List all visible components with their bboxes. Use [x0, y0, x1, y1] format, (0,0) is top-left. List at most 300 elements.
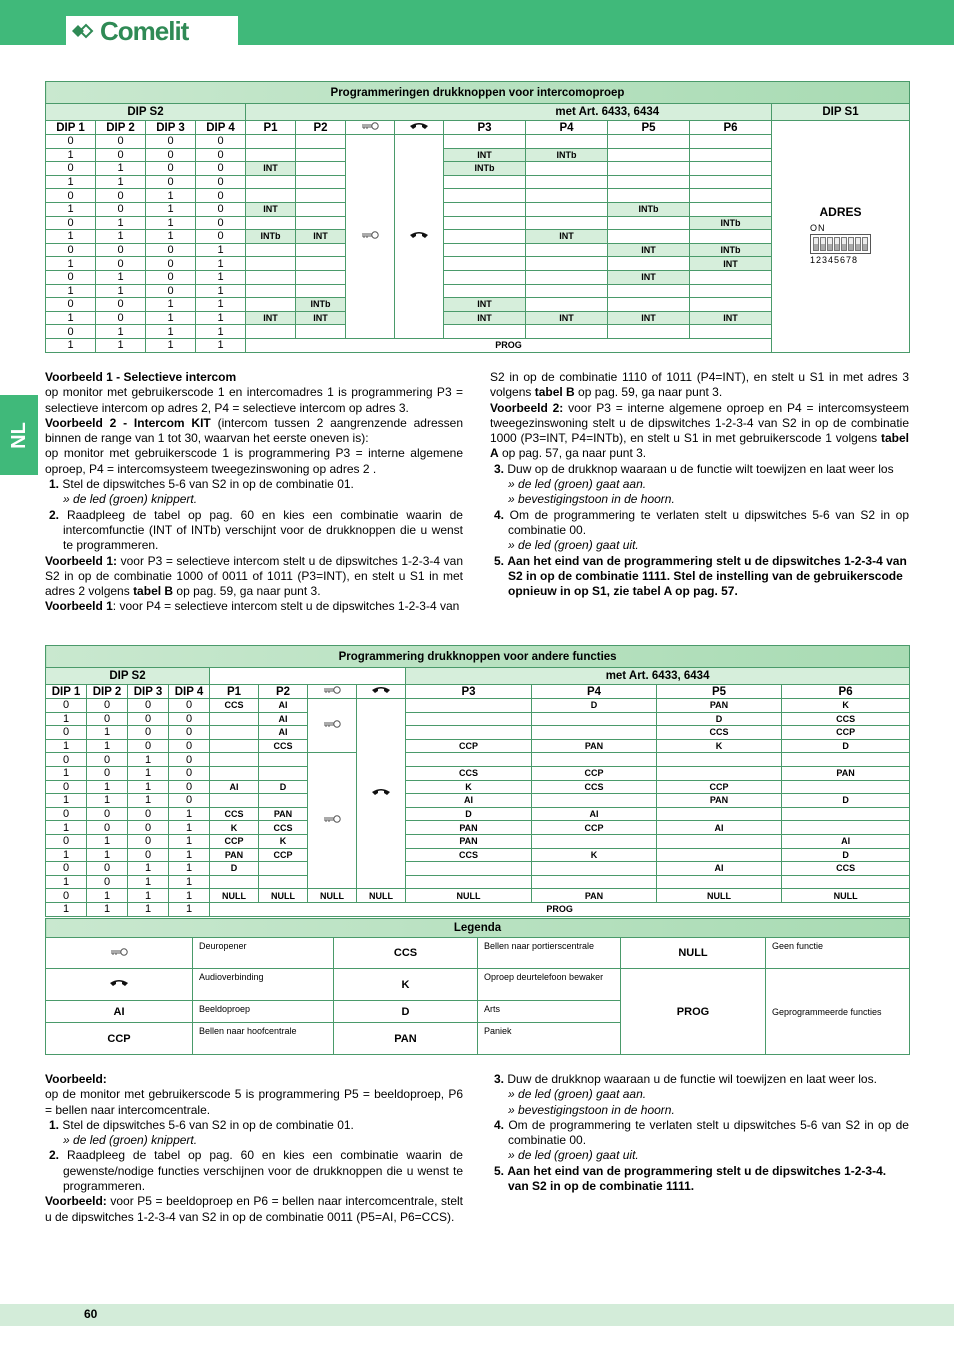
button-cell	[526, 257, 608, 271]
null-cell: NULL	[357, 889, 406, 903]
button-cell	[406, 753, 532, 767]
handset-icon	[357, 685, 406, 699]
button-cell: INTb	[608, 202, 690, 216]
dip-value: 1	[196, 257, 246, 271]
col-header: DIP 4	[169, 685, 210, 699]
dip-value: 0	[169, 712, 210, 726]
legend-k-desc: Oproep deurtelefoon bewaker	[478, 969, 621, 1001]
button-cell: PAN	[782, 766, 910, 780]
col-header: DIP 2	[96, 121, 146, 135]
dip-value: 1	[196, 298, 246, 312]
button-cell	[782, 780, 910, 794]
dip-value: 0	[146, 135, 196, 149]
dip-value: 0	[169, 753, 210, 767]
dip-value: 0	[196, 148, 246, 162]
button-cell: CCS	[782, 862, 910, 876]
dip-numbers: 12345678	[810, 255, 859, 266]
button-cell	[532, 875, 657, 889]
legend-ccp: CCP	[46, 1023, 193, 1055]
dip-value: 1	[46, 902, 87, 916]
legend-lock	[46, 938, 193, 969]
button-cell	[296, 202, 346, 216]
dip-value: 1	[146, 216, 196, 230]
dip-value: 1	[169, 821, 210, 835]
dip-value: 0	[96, 189, 146, 203]
dip-value: 1	[96, 325, 146, 339]
button-cell	[690, 148, 772, 162]
other-functions-table	[45, 645, 910, 917]
button-cell	[246, 216, 296, 230]
button-cell	[532, 712, 657, 726]
dip-switch	[820, 237, 826, 251]
button-cell	[782, 821, 910, 835]
button-cell: INT	[526, 311, 608, 325]
dip-value: 1	[196, 243, 246, 257]
button-cell	[296, 162, 346, 176]
dip-value: 0	[46, 699, 87, 713]
button-cell: INT	[296, 230, 346, 244]
button-cell	[444, 135, 526, 149]
button-cell: PAN	[532, 739, 657, 753]
button-cell	[210, 712, 259, 726]
button-cell	[296, 148, 346, 162]
legend-null: NULL	[621, 938, 766, 969]
button-cell: INT	[526, 230, 608, 244]
col-header: P6	[782, 685, 910, 699]
dip-value: 0	[46, 780, 87, 794]
logo-wordmark: Comelit	[100, 16, 189, 46]
button-cell: CCS	[259, 739, 308, 753]
button-cell	[444, 189, 526, 203]
dip-value: 1	[46, 230, 96, 244]
dip-value: 1	[146, 189, 196, 203]
example-text-right: S2 in op de combinatie 1110 of 1011 (P4=INT), en stelt u S1 in met adres 3 volgens tabel B op pag. 59, ga naar punt 3. Voorbeeld 2: voor P3 = interne algemene oproep en P4 = intercomsysteem tweegezinswoning stelt u de dipswitches 1-2-3-4 van S2 in op de combinatie 1000 (P3=INT, P4=INTb), en stelt u S1 in met gebruikerscode 1 volgens tabel A op pag. 57, ga naar punt 3. 3. Duw op de drukknop waaraan u de functie wilt toewijzen en laat weer los » de led (groen) gaat aan. » bevestigingstoon in de hoorn. 4. Om de programmering te verlaten stelt u dipswitches 5-6 van S2 in op combinatie 00. » de led (groen) gaat uit. 5. Aan het eind van de programmering stelt u de dipswitches 1-2-3-4 van S2 in op de combinatie 1111. Stel de instelling van de gebruikerscode opnieuw in op S1, zie tabel A op pag. 57.	[490, 370, 909, 599]
col-header: P2	[259, 685, 308, 699]
col-header: DIP 2	[87, 685, 128, 699]
dip-value: 0	[196, 135, 246, 149]
dip-value: 0	[96, 298, 146, 312]
button-cell: CCP	[259, 848, 308, 862]
dip-value: 1	[87, 848, 128, 862]
dip-value: 0	[169, 766, 210, 780]
table-row	[46, 794, 910, 808]
dip-value: 1	[128, 794, 169, 808]
button-cell	[532, 834, 657, 848]
dip-value: 0	[196, 189, 246, 203]
col-header: P1	[246, 121, 296, 135]
dip-value: 1	[46, 175, 96, 189]
dip-value: 0	[87, 766, 128, 780]
dip-value: 0	[46, 189, 96, 203]
example2-text: op monitor met gebruikerscode 1 is programmering P3 = interne algemene oproep, P4 = intercomsysteem tweegezinswoning op adres 2 .	[45, 446, 463, 476]
button-cell	[259, 875, 308, 889]
art-header: met Art. 6433, 6434	[444, 104, 772, 121]
button-cell	[690, 298, 772, 312]
button-cell	[657, 766, 782, 780]
button-cell	[246, 243, 296, 257]
dip-value: 1	[128, 753, 169, 767]
legend-k: K	[334, 969, 478, 1001]
dip-value: 0	[169, 794, 210, 808]
footer-bar	[0, 1304, 954, 1326]
dip-switch	[841, 237, 847, 251]
dip-value: 1	[87, 739, 128, 753]
button-cell	[782, 875, 910, 889]
button-cell	[246, 175, 296, 189]
button-cell	[444, 270, 526, 284]
col-header: P4	[532, 685, 657, 699]
dip-value: 0	[128, 726, 169, 740]
button-cell	[532, 862, 657, 876]
button-cell: INTb	[526, 148, 608, 162]
prog-cell: PROG	[246, 338, 772, 352]
legend-d: D	[334, 1001, 478, 1023]
dip-value: 0	[128, 821, 169, 835]
button-cell	[210, 726, 259, 740]
null-cell: NULL	[308, 889, 357, 903]
dip-value: 0	[46, 243, 96, 257]
button-cell	[406, 875, 532, 889]
table-row	[46, 807, 910, 821]
button-cell: INT	[608, 270, 690, 284]
dip-value: 1	[128, 889, 169, 903]
table-row	[46, 875, 910, 889]
dip-value: 1	[169, 848, 210, 862]
button-cell	[608, 189, 690, 203]
button-cell: CCS	[532, 780, 657, 794]
dip-value: 0	[46, 135, 96, 149]
dip-value: 1	[96, 338, 146, 352]
button-cell	[532, 753, 657, 767]
table-row	[46, 699, 910, 713]
button-cell	[608, 135, 690, 149]
button-cell: D	[532, 699, 657, 713]
example-text-left: Voorbeeld 1 - Selectieve intercom op monitor met gebruikerscode 1 en intercomadres 1 is programmering P3 = selectieve intercom op adres 2, P4 = selectieve intercom op adres 3. Voorbeeld 2 - Intercom KIT (intercom tussen 2 aangrenzende adressen binnen de range van 1 tot 30, waarvan het eerste oneven is): op monitor met gebruikerscode 1 is programmering P3 = interne algemene oproep, P4 = intercomsysteem tweegezinswoning op adres 2 . 1. Stel de dipswitches 5-6 van S2 in op de combinatie 01. » de led (groen) knippert. 2. Raadpleeg de tabel op pag. 60 en kies een combinatie waarin de intercomfunctie (INT of INTb) verschijnt voor de drukknoppen die u wenst te programmeren. Voorbeeld 1: voor P3 = selectieve intercom stelt u de dipswitches 1-2-3-4 van S2 in op de combinatie 1000 of 0011 of 1011 (P3=INT), en stelt u S1 in met adres 2 volgens tabel B op pag. 59, ga naar punt 3. Voorbeeld 1: voor P4 = selectieve intercom stelt u de dipswitches 1-2-3-4 van	[45, 370, 463, 614]
dip-value: 0	[46, 753, 87, 767]
legend-prog: PROG	[621, 969, 766, 1055]
dip-value: 1	[87, 889, 128, 903]
button-cell	[526, 270, 608, 284]
adres-label: ADRES	[819, 205, 862, 220]
button-cell: CCS	[210, 807, 259, 821]
table-row	[46, 780, 910, 794]
key-icon	[308, 753, 357, 889]
button-cell: AI	[259, 712, 308, 726]
dip-value: 0	[169, 699, 210, 713]
button-cell	[246, 284, 296, 298]
button-cell	[444, 202, 526, 216]
button-cell: PAN	[657, 699, 782, 713]
dip-value: 1	[96, 162, 146, 176]
dip-value: 1	[46, 338, 96, 352]
button-cell	[690, 202, 772, 216]
button-cell: CCS	[210, 699, 259, 713]
dip-value: 1	[96, 284, 146, 298]
button-cell: K	[782, 699, 910, 713]
legend-prog-desc: Geprogrammeerde functies	[766, 969, 910, 1055]
dip-value: 1	[196, 338, 246, 352]
dip-value: 1	[196, 284, 246, 298]
table1-title: Programmeringen drukknoppen voor intercomoproep	[46, 82, 910, 104]
dip-value: 0	[196, 175, 246, 189]
button-cell	[608, 216, 690, 230]
dip-value: 0	[96, 311, 146, 325]
table-row	[46, 889, 910, 903]
dip-value: 1	[46, 848, 87, 862]
button-cell	[246, 325, 296, 339]
dip-value: 0	[46, 862, 87, 876]
dip-switch	[855, 237, 861, 251]
button-cell: INT	[690, 257, 772, 271]
dip-value: 0	[169, 726, 210, 740]
dip-value: 0	[46, 834, 87, 848]
button-cell: INTb	[690, 216, 772, 230]
table-row	[46, 902, 910, 916]
table-row	[46, 862, 910, 876]
button-cell: INTb	[690, 243, 772, 257]
table-row	[46, 753, 910, 767]
dip-value: 1	[87, 834, 128, 848]
button-cell: K	[406, 780, 532, 794]
legend-title: Legenda	[46, 919, 910, 938]
handset-icon	[395, 135, 444, 339]
button-cell: CCP	[657, 780, 782, 794]
button-cell: AI	[406, 794, 532, 808]
dip-switch-row	[810, 234, 871, 254]
button-cell: NULL	[657, 889, 782, 903]
button-cell	[210, 766, 259, 780]
button-cell	[690, 270, 772, 284]
dip-value: 0	[46, 807, 87, 821]
button-cell	[608, 257, 690, 271]
dip-s2-header: DIP S2	[46, 104, 246, 121]
dip-value: 0	[46, 216, 96, 230]
table-row	[46, 848, 910, 862]
dip-value: 1	[169, 875, 210, 889]
prog-cell: PROG	[210, 902, 910, 916]
dip-value: 1	[128, 862, 169, 876]
button-cell: AI	[259, 699, 308, 713]
dip-value: 0	[146, 270, 196, 284]
button-cell: CCP	[532, 766, 657, 780]
legend-ccs-desc: Bellen naar portierscentrale	[478, 938, 621, 969]
legend-d-desc: Arts	[478, 1001, 621, 1023]
table-row	[46, 726, 910, 740]
button-cell	[406, 699, 532, 713]
button-cell	[259, 794, 308, 808]
comelit-logo	[66, 16, 238, 46]
example-text-right-2: 3. Duw de drukknop waaraan u de functie wil toewijzen en laat weer los. » de led (groen) gaat aan. » bevestigingstoon in de hoorn. 4. Om de programmering te verlaten stelt u dipswitches 5-6 van S2 in op de combinatie 00. » de led (groen) gaat uit. 5. Aan het eind van de programmering stelt u de dipswitches 1-2-3-4. van S2 in op de combinatie 1111.	[494, 1072, 909, 1194]
legend-table	[45, 918, 910, 1055]
dip-value: 1	[146, 230, 196, 244]
dip-value: 0	[196, 230, 246, 244]
dip-value: 0	[46, 325, 96, 339]
dip-value: 1	[196, 270, 246, 284]
button-cell: PAN	[210, 848, 259, 862]
dip-value: 0	[146, 162, 196, 176]
legend-pan: PAN	[334, 1023, 478, 1055]
button-cell: PAN	[406, 834, 532, 848]
dip-value: 1	[46, 739, 87, 753]
col-header: P5	[608, 121, 690, 135]
button-cell	[657, 848, 782, 862]
dip-switch	[848, 237, 854, 251]
button-cell: CCP	[532, 821, 657, 835]
col-header: DIP 1	[46, 685, 87, 699]
button-cell	[608, 325, 690, 339]
button-cell: INT	[444, 148, 526, 162]
button-cell: PAN	[406, 821, 532, 835]
button-cell: INT	[444, 298, 526, 312]
logo-mark-icon	[70, 20, 96, 42]
dip-value: 1	[46, 875, 87, 889]
table-row	[46, 834, 910, 848]
button-cell	[690, 325, 772, 339]
col-header: P4	[526, 121, 608, 135]
button-cell	[246, 148, 296, 162]
button-cell: PAN	[532, 889, 657, 903]
dip-value: 1	[169, 889, 210, 903]
button-cell: INTb	[444, 162, 526, 176]
dip-on-label: ON	[810, 223, 826, 234]
button-cell	[657, 875, 782, 889]
button-cell: CCP	[782, 726, 910, 740]
button-cell	[246, 270, 296, 284]
dip-value: 1	[128, 780, 169, 794]
dip-s2-header-2: DIP S2	[46, 668, 210, 685]
col-header: P3	[444, 121, 526, 135]
dip-value: 0	[146, 257, 196, 271]
button-cell	[296, 325, 346, 339]
dip-value: 0	[87, 875, 128, 889]
button-cell: INT	[246, 202, 296, 216]
button-cell	[690, 162, 772, 176]
dip-switch	[862, 237, 868, 251]
dip-value: 0	[46, 726, 87, 740]
button-cell: INT	[690, 311, 772, 325]
button-cell	[210, 875, 259, 889]
button-cell	[259, 753, 308, 767]
button-cell	[296, 216, 346, 230]
button-cell	[657, 753, 782, 767]
button-cell: INT	[444, 311, 526, 325]
button-cell	[246, 298, 296, 312]
button-cell	[259, 766, 308, 780]
button-cell	[657, 834, 782, 848]
dip-value: 0	[87, 712, 128, 726]
dip-value: 1	[196, 325, 246, 339]
button-cell	[690, 230, 772, 244]
intercom-programming-table	[45, 81, 910, 353]
dip-value: 1	[87, 780, 128, 794]
col-header: DIP 3	[146, 121, 196, 135]
button-cell	[782, 807, 910, 821]
button-cell: D	[782, 794, 910, 808]
button-cell	[526, 189, 608, 203]
col-header: P5	[657, 685, 782, 699]
button-cell	[526, 298, 608, 312]
button-cell	[526, 135, 608, 149]
dip-value: 0	[87, 862, 128, 876]
dip-value: 0	[146, 148, 196, 162]
button-cell	[608, 230, 690, 244]
button-cell	[210, 739, 259, 753]
button-cell: CCS	[259, 821, 308, 835]
dip-switch	[813, 237, 819, 251]
dip-value: 0	[196, 162, 246, 176]
button-cell: K	[210, 821, 259, 835]
col-header: P3	[406, 685, 532, 699]
table-row	[46, 712, 910, 726]
dip-s1-cell	[772, 121, 910, 353]
button-cell	[296, 243, 346, 257]
button-cell: INTb	[296, 298, 346, 312]
legend-audio: Audioverbinding	[193, 969, 334, 1001]
button-cell	[526, 243, 608, 257]
table2-title: Programmering drukknoppen voor andere functies	[46, 646, 910, 668]
button-cell: INT	[296, 311, 346, 325]
dip-value: 1	[46, 821, 87, 835]
button-cell	[782, 753, 910, 767]
button-cell	[296, 175, 346, 189]
dip-value: 1	[46, 311, 96, 325]
dip-switch	[834, 237, 840, 251]
button-cell: PAN	[259, 807, 308, 821]
button-cell: K	[532, 848, 657, 862]
key-icon	[308, 685, 357, 699]
dip-value: 0	[146, 243, 196, 257]
dip-value: 0	[169, 780, 210, 794]
button-cell: INTb	[246, 230, 296, 244]
button-cell: CCS	[406, 766, 532, 780]
col-header: DIP 1	[46, 121, 96, 135]
button-cell	[657, 807, 782, 821]
dip-value: 0	[87, 753, 128, 767]
button-cell	[608, 175, 690, 189]
button-cell	[444, 257, 526, 271]
button-cell	[690, 175, 772, 189]
col-header: P1	[210, 685, 259, 699]
dip-value: 0	[87, 699, 128, 713]
button-cell	[608, 162, 690, 176]
button-cell	[444, 175, 526, 189]
col-header: P2	[296, 121, 346, 135]
dip-value: 0	[87, 807, 128, 821]
button-cell: INT	[608, 311, 690, 325]
dip-value: 1	[169, 902, 210, 916]
example1-heading: Voorbeeld 1 - Selectieve intercom	[45, 370, 237, 384]
dip-value: 1	[146, 325, 196, 339]
button-cell: INT	[608, 243, 690, 257]
dip-value: 0	[128, 699, 169, 713]
button-cell: D	[657, 712, 782, 726]
dip-value: 1	[46, 284, 96, 298]
dip-value: 1	[46, 712, 87, 726]
legend-pan-desc: Paniek	[478, 1023, 621, 1055]
dip-value: 0	[96, 202, 146, 216]
button-cell	[608, 298, 690, 312]
dip-value: 1	[46, 202, 96, 216]
button-cell: D	[782, 739, 910, 753]
button-cell: CCS	[406, 848, 532, 862]
col-header: P6	[690, 121, 772, 135]
dip-value: 1	[146, 311, 196, 325]
dip-value: 1	[46, 257, 96, 271]
button-cell: AI	[210, 780, 259, 794]
button-cell	[406, 862, 532, 876]
legend-ccs: CCS	[334, 938, 478, 969]
example1-text: op monitor met gebruikerscode 1 en intercomadres 1 is programmering P3 = selectieve intercom op adres 2, P4 = selectieve intercom op adres 3.	[45, 385, 463, 415]
